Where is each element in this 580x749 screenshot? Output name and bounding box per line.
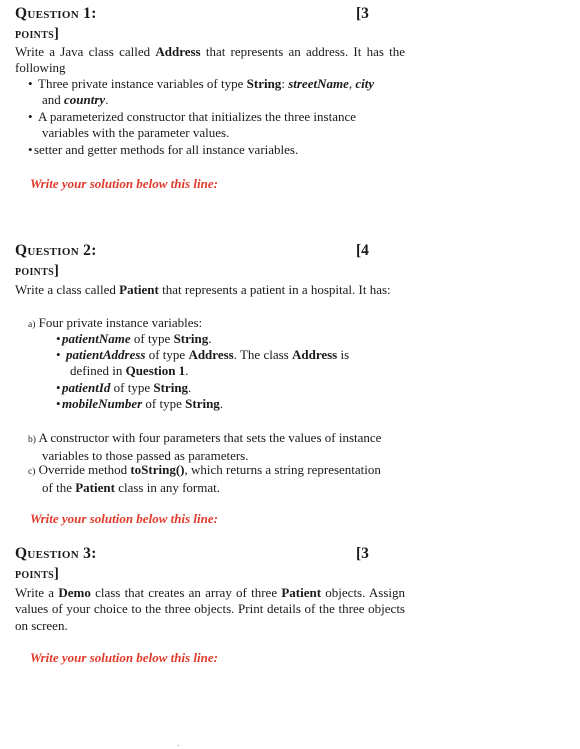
q2-var-3-mid: of type [110,380,154,395]
q1-intro-text-c: that represents an address. It has the following [15,44,405,76]
q2-intro-class-name: Patient [119,282,159,297]
q2-var-1 [56,331,406,347]
question-3-body [15,585,405,634]
q2-intro-text-c: that represents a patient in a hospital. It has: [158,282,391,297]
q2-item-c-line2a: of the [42,480,76,496]
bullet-icon: • [28,142,33,157]
q2-item-c-text-a: Override method [38,462,131,477]
q3-class-patient: Patient [281,585,322,600]
q1-b1-var-city: city [355,76,375,91]
q2-var-3-type: String [153,380,189,395]
q2-solution-prompt: Write your solution below this line: [30,511,218,526]
q2-var-2-line2c: . [185,363,189,379]
bullet-icon: • [56,331,61,346]
question-2-points-word: points] [15,263,60,279]
question-3-title: Question 3: [15,545,97,562]
q2-item-c [28,462,408,497]
q2-var-4-mid: of type [142,396,186,411]
question-1-points-word: points] [15,26,60,42]
q2-var-1-end: . [208,331,212,346]
q1-solution-prompt: Write your solution below this line: [30,176,218,191]
q1-b1-continuation [28,92,406,108]
q1-b1-text-a: Three private instance variables of type [38,76,247,91]
q2-var-1-mid: of type [130,331,174,346]
q3-solution-prompt: Write your solution below this line: [30,650,218,665]
q3-text-1: Write a [15,585,59,600]
q2-item-b [28,430,408,465]
q2-var-4-name: mobileNumber [62,396,143,411]
q1-b2-line-2: variables with the parameter values. [42,125,230,141]
q2-var-2-mid: of type [145,347,189,362]
question-3-heading [15,544,405,584]
question-1-heading [15,4,405,44]
q2-item-a-text: Four private instance variables: [38,315,203,330]
q2-item-c-line2c: class in any format. [114,480,220,496]
q3-class-demo: Demo [58,585,91,600]
q1-intro-text-a: Write a Java class called [15,44,156,59]
question-2-points-number: [4 [356,242,369,259]
q2-item-c-text-c: , which returns a string representation [184,462,381,477]
q1-b1-text-g: and [42,92,65,108]
q2-var-2-continuation [56,363,406,379]
q1-bullet-2 [28,109,406,142]
q2-item-b-line-1: A constructor with four parameters that sets the values of instance [38,430,382,445]
q2-var-2-name: patientAddress [66,347,146,362]
q1-bullet-3 [28,142,406,158]
q3-text-3: class that creates an array of three [90,585,282,600]
q2-intro-text-a: Write a class called [15,282,120,297]
q2-var-2 [56,347,406,380]
q2-item-a-label: a) [28,320,36,330]
question-1-intro [15,44,405,77]
q2-item-c-line2b: Patient [75,480,115,496]
q2-item-c-continuation [28,480,408,496]
q1-b3-text: setter and getter methods for all instance variables. [34,142,299,157]
stray-dot [178,745,179,746]
question-2-title: Question 2: [15,242,97,259]
q2-var-2-line2b: Question 1 [125,363,186,379]
question-1-points-number: [3 [356,5,369,22]
bullet-icon: • [56,396,61,411]
question-2-heading [15,241,405,281]
q2-var-3 [56,380,406,396]
q2-item-b-label: b) [28,435,36,445]
q1-b1-var-street: streetName [288,76,349,91]
q2-item-c-label: c) [28,467,36,477]
q2-var-4-type: String [185,396,220,411]
bullet-icon: • [28,109,33,124]
q2-var-4 [56,396,406,412]
q1-b1-text-i: . [105,92,109,108]
q2-var-3-name: patientId [62,380,111,395]
q2-var-2-type: Address [188,347,234,362]
q2-var-2-extra2: is [337,347,350,362]
bullet-icon: • [56,380,61,395]
bullet-icon: • [56,347,61,362]
q2-var-2-line2a: defined in [70,363,126,379]
question-2-intro [15,282,405,298]
q1-b2-line-1: A parameterized constructor that initializes the three instance [38,109,357,124]
q2-var-2-end: . The class [233,347,292,362]
q1-b1-text-c: : [281,76,289,91]
q1-b1-text-e: , [348,76,356,91]
q2-item-c-method: toString() [130,462,185,477]
q3-text-5: objects. Assign values of your choice to the three objects. Print details of the three objects on screen. [15,585,406,633]
q1-intro-class-name: Address [155,44,201,59]
q2-var-4-end: . [219,396,224,411]
q2-item-b-line-2: variables to those passed as parameters. [42,448,249,464]
q1-b1-var-country: country [64,92,106,108]
q2-var-2-extra: Address [291,347,338,362]
q2-var-1-type: String [173,331,209,346]
q2-var-1-name: patientName [62,331,131,346]
question-3-points-number: [3 [356,545,369,562]
question-1-title: Question 1: [15,5,97,22]
question-3-points-word: points] [15,566,60,582]
bullet-icon: • [28,76,33,91]
q2-var-3-end: . [188,380,192,395]
q1-bullet-1 [28,76,406,109]
q1-b1-type: String [246,76,282,91]
